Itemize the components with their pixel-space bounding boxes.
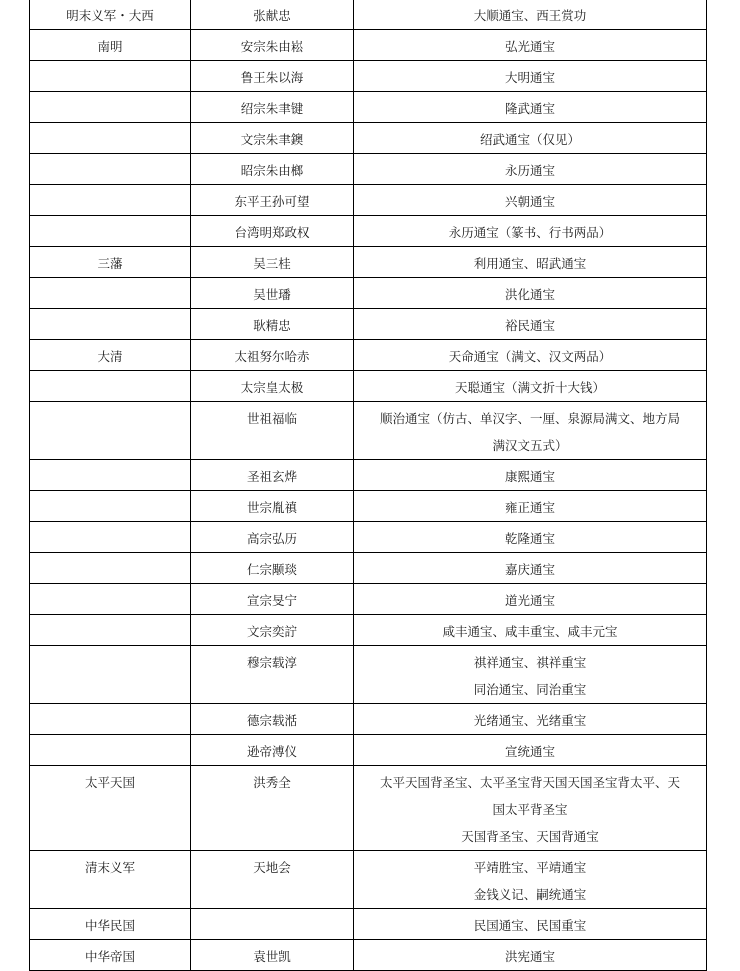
ruler-cell: 安宗朱由崧 [191,30,354,61]
regime-cell [30,460,191,491]
coin-line: 绍武通宝（仅见） [479,132,580,147]
coin-line: 祺祥通宝、祺祥重宝 [473,655,587,670]
table-row [30,584,707,615]
coin-line: 大明通宝 [504,70,555,85]
table-row [30,522,707,553]
ruler-cell: 文宗奕詝 [191,615,354,646]
ruler-cell: 太祖努尔哈赤 [191,340,354,371]
coin-line: 宣统通宝 [504,744,555,759]
table-row [30,491,707,522]
coin-line: 天国背圣宝、天国背通宝 [461,829,599,844]
ruler-cell: 吴世璠 [191,278,354,309]
regime-cell: 太平天国 [30,766,191,851]
ruler-cell: 天地会 [191,851,354,909]
coins-cell [354,30,707,61]
coin-table-body [30,0,707,971]
regime-cell [30,278,191,309]
coin-line: 道光通宝 [504,593,555,608]
coin-line: 康熙通宝 [504,469,555,484]
coins-cell [354,553,707,584]
coin-line: 太平天国背圣宝、太平圣宝背天国天国圣宝背太平、天 [379,775,680,790]
coin-line: 平靖胜宝、平靖通宝 [473,860,587,875]
table-row [30,340,707,371]
coins-cell [354,61,707,92]
coins-cell [354,0,707,30]
table-row [30,615,707,646]
regime-cell [30,61,191,92]
table-row [30,154,707,185]
coin-line: 同治通宝、同治重宝 [473,682,587,697]
table-row [30,185,707,216]
coin-line: 洪宪通宝 [504,949,555,964]
table-row [30,704,707,735]
coins-cell [354,460,707,491]
table-row [30,92,707,123]
regime-cell [30,216,191,247]
table-row [30,940,707,971]
ruler-cell: 世宗胤禛 [191,491,354,522]
ruler-cell: 太宗皇太极 [191,371,354,402]
regime-cell: 中华民国 [30,909,191,940]
regime-cell [30,371,191,402]
regime-cell: 三藩 [30,247,191,278]
coin-line: 天聪通宝（满文折十大钱） [454,380,605,395]
coins-cell [354,340,707,371]
coins-cell [354,646,707,704]
table-row [30,735,707,766]
regime-cell [30,402,191,460]
regime-cell [30,704,191,735]
regime-cell [30,735,191,766]
coin-line: 洪化通宝 [504,287,555,302]
table-row [30,646,707,704]
ruler-cell: 高宗弘历 [191,522,354,553]
coin-line: 雍正通宝 [504,500,555,515]
regime-cell: 清末义军 [30,851,191,909]
regime-cell [30,553,191,584]
ruler-cell [191,909,354,940]
coins-cell [354,940,707,971]
table-row [30,553,707,584]
table-row [30,123,707,154]
coins-cell [354,584,707,615]
ruler-cell: 逊帝溥仪 [191,735,354,766]
coins-cell [354,371,707,402]
table-row [30,30,707,61]
ruler-cell: 昭宗朱由榔 [191,154,354,185]
coin-line: 顺治通宝（仿古、单汉字、一厘、泉源局满文、地方局 [379,411,680,426]
ruler-cell: 穆宗载淳 [191,646,354,704]
coin-line: 隆武通宝 [504,101,555,116]
coin-line: 天命通宝（满文、汉文两品） [448,349,612,364]
coin-line: 满汉文五式） [492,438,568,453]
regime-cell: 明末义军・大西 [30,0,191,30]
coins-cell [354,309,707,340]
ruler-cell: 德宗载湉 [191,704,354,735]
regime-cell [30,154,191,185]
coin-line: 嘉庆通宝 [504,562,555,577]
table-row [30,309,707,340]
ruler-cell: 东平王孙可望 [191,185,354,216]
coin-line: 国太平背圣宝 [492,802,568,817]
ruler-cell: 鲁王朱以海 [191,61,354,92]
ruler-cell: 世祖福临 [191,402,354,460]
regime-cell: 大清 [30,340,191,371]
regime-cell [30,491,191,522]
coin-line: 永历通宝（篆书、行书两品） [448,225,612,240]
coins-cell [354,909,707,940]
coin-line: 金钱义记、嗣统通宝 [473,887,587,902]
coins-cell [354,92,707,123]
table-row [30,216,707,247]
coins-cell [354,402,707,460]
ruler-cell: 洪秀全 [191,766,354,851]
coins-cell [354,278,707,309]
coins-cell [354,123,707,154]
regime-cell [30,646,191,704]
coin-line: 乾隆通宝 [504,531,555,546]
regime-cell [30,584,191,615]
coin-line: 裕民通宝 [504,318,555,333]
coins-cell [354,522,707,553]
table-row [30,460,707,491]
coin-line: 民国通宝、民国重宝 [473,918,587,933]
ruler-cell: 台湾明郑政权 [191,216,354,247]
ruler-cell: 仁宗颙琰 [191,553,354,584]
ruler-cell: 耿精忠 [191,309,354,340]
table-row [30,909,707,940]
table-row [30,402,707,460]
table-row [30,371,707,402]
coin-line: 弘光通宝 [504,39,555,54]
coins-cell [354,491,707,522]
coins-cell [354,185,707,216]
regime-cell [30,309,191,340]
table-row [30,851,707,909]
table-row [30,61,707,92]
ruler-cell: 文宗朱聿鐭 [191,123,354,154]
table-row [30,247,707,278]
ruler-cell: 宣宗旻宁 [191,584,354,615]
ruler-cell: 吴三桂 [191,247,354,278]
regime-cell [30,123,191,154]
coin-line: 咸丰通宝、咸丰重宝、咸丰元宝 [442,624,618,639]
coins-cell [354,216,707,247]
ruler-cell: 袁世凯 [191,940,354,971]
regime-cell: 中华帝国 [30,940,191,971]
coin-line: 利用通宝、昭武通宝 [473,256,587,271]
table-row [30,278,707,309]
ruler-cell: 绍宗朱聿键 [191,92,354,123]
coin-line: 兴朝通宝 [504,194,555,209]
regime-cell [30,522,191,553]
coin-line: 光绪通宝、光绪重宝 [473,713,587,728]
regime-cell [30,185,191,216]
coins-cell [354,704,707,735]
coin-line: 大顺通宝、西王赏功 [473,8,587,23]
coin-line: 永历通宝 [504,163,555,178]
ruler-cell: 张献忠 [191,0,354,30]
ruler-cell: 圣祖玄烨 [191,460,354,491]
regime-cell [30,92,191,123]
coins-cell [354,735,707,766]
coin-table [29,0,707,971]
coins-cell [354,766,707,851]
coins-cell [354,247,707,278]
table-row [30,0,707,30]
coins-cell [354,615,707,646]
regime-cell [30,615,191,646]
coins-cell [354,851,707,909]
regime-cell: 南明 [30,30,191,61]
coins-cell [354,154,707,185]
table-row [30,766,707,851]
